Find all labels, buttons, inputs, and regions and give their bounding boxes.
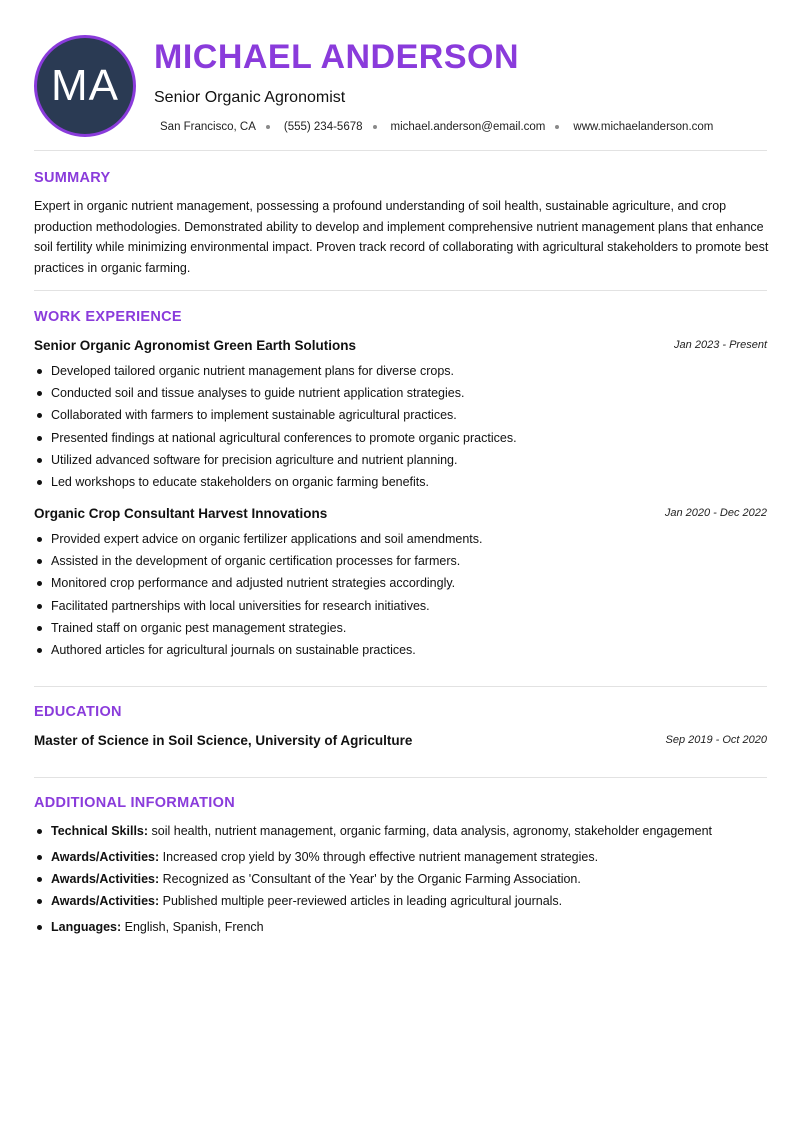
item-text: Recognized as 'Consultant of the Year' by the Organic Farming Association. — [162, 872, 581, 886]
education-entry — [34, 733, 767, 751]
resume-header — [0, 0, 800, 150]
job-dates: Jan 2020 - Dec 2022 — [664, 507, 767, 519]
separator-dot-icon — [555, 125, 559, 129]
item-label: Awards/Activities: — [51, 850, 160, 864]
list-item: Assisted in the development of organic certification processes for farmers. — [51, 552, 771, 574]
item-label: Technical Skills: — [51, 824, 149, 838]
job-title: Senior Organic Agronomist Green Earth Solutions — [34, 338, 357, 353]
experience-heading: WORK EXPERIENCE — [34, 309, 182, 325]
list-item: Facilitated partnerships with local universities for research initiatives. — [51, 597, 771, 619]
contact-website[interactable]: www.michaelanderson.com — [573, 121, 714, 133]
list-item — [51, 918, 264, 936]
contact-location: San Francisco, CA — [160, 121, 256, 133]
job-dates: Jan 2023 - Present — [674, 339, 767, 351]
candidate-title: Senior Organic Agronomist — [154, 89, 346, 106]
list-item — [51, 892, 562, 910]
summary-heading: SUMMARY — [34, 170, 111, 186]
additional-heading: ADDITIONAL INFORMATION — [34, 795, 235, 811]
list-item: Provided expert advice on organic fertilizer applications and soil amendments. — [51, 530, 771, 552]
summary-text: Expert in organic nutrient management, possessing a profound understanding of soil health, sustainable agriculture, and crop production methodologies. Demonstrated ability to develop and implement comprehensive nutrient management plans that enhance soil fertility while minimizing environmental impact. Proven track record of collaborating with agricultural stakeholders to promote best practices in organic farming. — [34, 199, 769, 275]
list-item: Led workshops to educate stakeholders on organic farming benefits. — [51, 473, 771, 495]
job-header — [34, 338, 767, 356]
avatar — [34, 35, 136, 137]
item-text: Published multiple peer-reviewed articles in leading agricultural journals. — [162, 894, 563, 908]
item-label: Awards/Activities: — [51, 872, 160, 886]
contact-phone: (555) 234-5678 — [283, 121, 363, 133]
avatar-initials: MA — [51, 61, 119, 110]
divider — [34, 686, 767, 687]
list-item: Collaborated with farmers to implement sustainable agricultural practices. — [51, 406, 771, 428]
item-text: Increased crop yield by 30% through effective nutrient management strategies. — [162, 850, 599, 864]
list-item — [51, 870, 581, 888]
separator-dot-icon — [266, 125, 270, 129]
list-item: Developed tailored organic nutrient management plans for diverse crops. — [51, 362, 771, 384]
list-item: Utilized advanced software for precision agriculture and nutrient planning. — [51, 451, 771, 473]
item-label: Languages: — [51, 920, 122, 934]
list-item — [51, 822, 712, 840]
divider — [34, 290, 767, 291]
list-item: Authored articles for agricultural journals on sustainable practices. — [51, 641, 771, 663]
list-item: Trained staff on organic pest management strategies. — [51, 619, 771, 641]
job-bullets — [51, 530, 771, 663]
item-text: soil health, nutrient management, organic farming, data analysis, agronomy, stakeholder engagement — [151, 824, 713, 838]
divider — [34, 777, 767, 778]
education-dates: Sep 2019 - Oct 2020 — [665, 734, 767, 746]
candidate-name: MICHAEL ANDERSON — [154, 38, 520, 76]
separator-dot-icon — [373, 125, 377, 129]
item-label: Awards/Activities: — [51, 894, 160, 908]
list-item: Conducted soil and tissue analyses to guide nutrient application strategies. — [51, 384, 771, 406]
contact-row — [160, 121, 713, 133]
list-item — [51, 848, 598, 866]
item-text: English, Spanish, French — [124, 920, 264, 934]
divider — [34, 150, 767, 151]
contact-email[interactable]: michael.anderson@email.com — [390, 121, 546, 133]
job-title: Organic Crop Consultant Harvest Innovations — [34, 506, 328, 521]
job-header — [34, 506, 767, 524]
job-bullets — [51, 362, 771, 495]
list-item: Monitored crop performance and adjusted nutrient strategies accordingly. — [51, 574, 771, 596]
degree-title: Master of Science in Soil Science, University of Agriculture — [34, 733, 413, 748]
education-heading: EDUCATION — [34, 704, 122, 720]
list-item: Presented findings at national agricultural conferences to promote organic practices. — [51, 429, 771, 451]
